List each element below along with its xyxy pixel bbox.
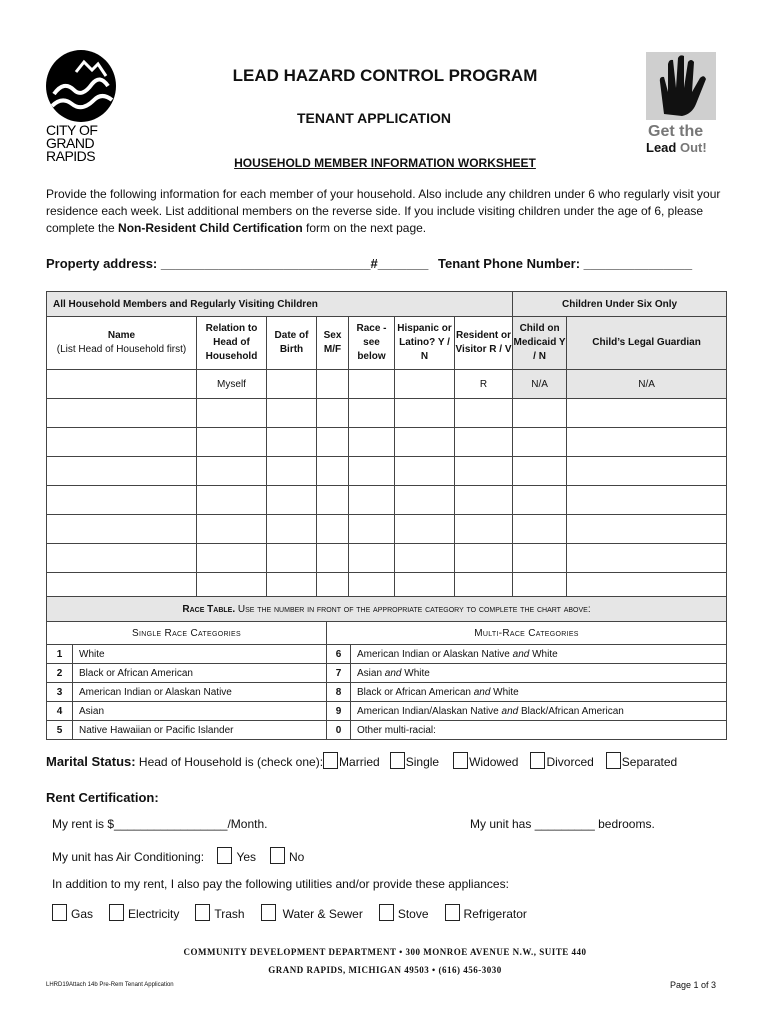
household-table <box>46 291 727 602</box>
stove-checkbox[interactable] <box>379 904 394 921</box>
lead-logo-line2: Lead Out! <box>646 140 707 155</box>
table-row[interactable] <box>47 486 727 515</box>
col-relation: Relation to Head of Household <box>197 317 267 370</box>
race-row: 1 White 6 American Indian or Alaskan Native and White <box>47 645 727 664</box>
footer-address: COMMUNITY DEVELOPMENT DEPARTMENT • 300 MONROE AVENUE N.W., SUITE 440 <box>183 947 587 957</box>
footer-city-phone: GRAND RAPIDS, MICHIGAN 49503 • (616) 456-3030 <box>268 965 502 975</box>
table-row[interactable] <box>47 428 727 457</box>
single-race-header: Single Race Categories <box>47 622 327 645</box>
col-race: Race - see below <box>349 317 395 370</box>
table-row[interactable] <box>47 544 727 573</box>
page-subtitle: TENANT APPLICATION <box>297 110 451 126</box>
ac-no-checkbox[interactable] <box>270 847 285 864</box>
worksheet-title: HOUSEHOLD MEMBER INFORMATION WORKSHEET <box>234 156 536 170</box>
race-row: 2 Black or African American 7 Asian and White <box>47 664 727 683</box>
lead-logo-line1: Get the <box>648 123 704 140</box>
col-sex: Sex M/F <box>317 317 349 370</box>
race-row: 4 Asian 9 American Indian/Alaskan Native and Black/African American <box>47 702 727 721</box>
table-row[interactable] <box>47 515 727 544</box>
single-checkbox[interactable] <box>390 752 405 769</box>
col-hispanic: Hispanic or Latino? Y / N <box>395 317 455 370</box>
rent-certification-heading: Rent Certification: <box>46 790 159 805</box>
widowed-checkbox[interactable] <box>453 752 468 769</box>
race-table <box>46 596 727 740</box>
water-sewer-checkbox[interactable] <box>261 904 276 921</box>
property-line[interactable] <box>46 256 736 271</box>
electricity-checkbox[interactable] <box>109 904 124 921</box>
page-title: LEAD HAZARD CONTROL PROGRAM <box>232 66 538 85</box>
rent-amount-field[interactable]: My rent is $_________________/Month. <box>52 817 268 831</box>
intro-paragraph: Provide the following information for each member of your household. Also include any children under 6 who regularly visit your residence each week. List additional members on the reverse side. If you include visiting children under the age of 6, please complete the Non-Resident Child Certification form on the next page. <box>46 187 721 235</box>
race-row: 5 Native Hawaiian or Pacific Islander 0 Other multi-racial: <box>47 721 727 740</box>
document-code: LHRD19Attach 14b Pre-Rem Tenant Application <box>46 982 174 988</box>
cell-guardian: N/A <box>567 370 727 399</box>
property-address-field[interactable]: Property address: _____________________________#_______ <box>46 256 429 271</box>
race-row: 3 American Indian or Alaskan Native 8 Black or African American and White <box>47 683 727 702</box>
page-number: Page 1 of 3 <box>670 980 717 990</box>
gas-checkbox[interactable] <box>52 904 67 921</box>
non-resident-form-ref: Non-Resident Child Certification <box>118 221 303 235</box>
divorced-checkbox[interactable] <box>530 752 545 769</box>
table-row <box>47 370 727 399</box>
marital-status-label: Marital Status: <box>46 754 136 769</box>
table-row[interactable] <box>47 399 727 428</box>
separated-checkbox[interactable] <box>606 752 621 769</box>
table-row[interactable] <box>47 457 727 486</box>
tenant-phone-field[interactable]: Tenant Phone Number: _______________ <box>438 256 693 271</box>
refrigerator-checkbox[interactable] <box>445 904 460 921</box>
cell-resident: R <box>455 370 513 399</box>
bedrooms-field[interactable]: My unit has _________ bedrooms. <box>470 817 655 831</box>
cell-relation: Myself <box>197 370 267 399</box>
col-medicaid: Child on Medicaid Y / N <box>513 317 567 370</box>
ac-row: My unit has Air Conditioning: Yes No <box>52 847 304 864</box>
trash-checkbox[interactable] <box>195 904 210 921</box>
col-dob: Date of Birth <box>267 317 317 370</box>
col-guardian: Child’s Legal Guardian <box>567 317 727 370</box>
ac-yes-checkbox[interactable] <box>217 847 232 864</box>
city-logo-text: CITY OF GRAND RAPIDS <box>46 122 98 164</box>
group-all-members: All Household Members and Regularly Visiting Children <box>47 292 513 317</box>
race-table-title: Race Table. Use the number in front of the appropriate category to complete the chart above: <box>47 597 727 622</box>
multi-race-header: Multi-Race Categories <box>327 622 727 645</box>
col-name: Name (List Head of Household first) <box>47 317 197 370</box>
utilities-intro: In addition to my rent, I also pay the following utilities and/or provide these appliances: <box>52 877 509 891</box>
marital-status-row: Marital Status: Head of Household is (check one): Married Single Widowed Divorced Separated <box>46 754 678 769</box>
col-resident: Resident or Visitor R / V <box>455 317 513 370</box>
married-checkbox[interactable] <box>323 752 338 769</box>
group-children-under-six: Children Under Six Only <box>513 292 727 317</box>
utilities-row: Gas Electricity Trash Water & Sewer Stove Refrigerator <box>52 904 527 921</box>
cell-medicaid: N/A <box>513 370 567 399</box>
